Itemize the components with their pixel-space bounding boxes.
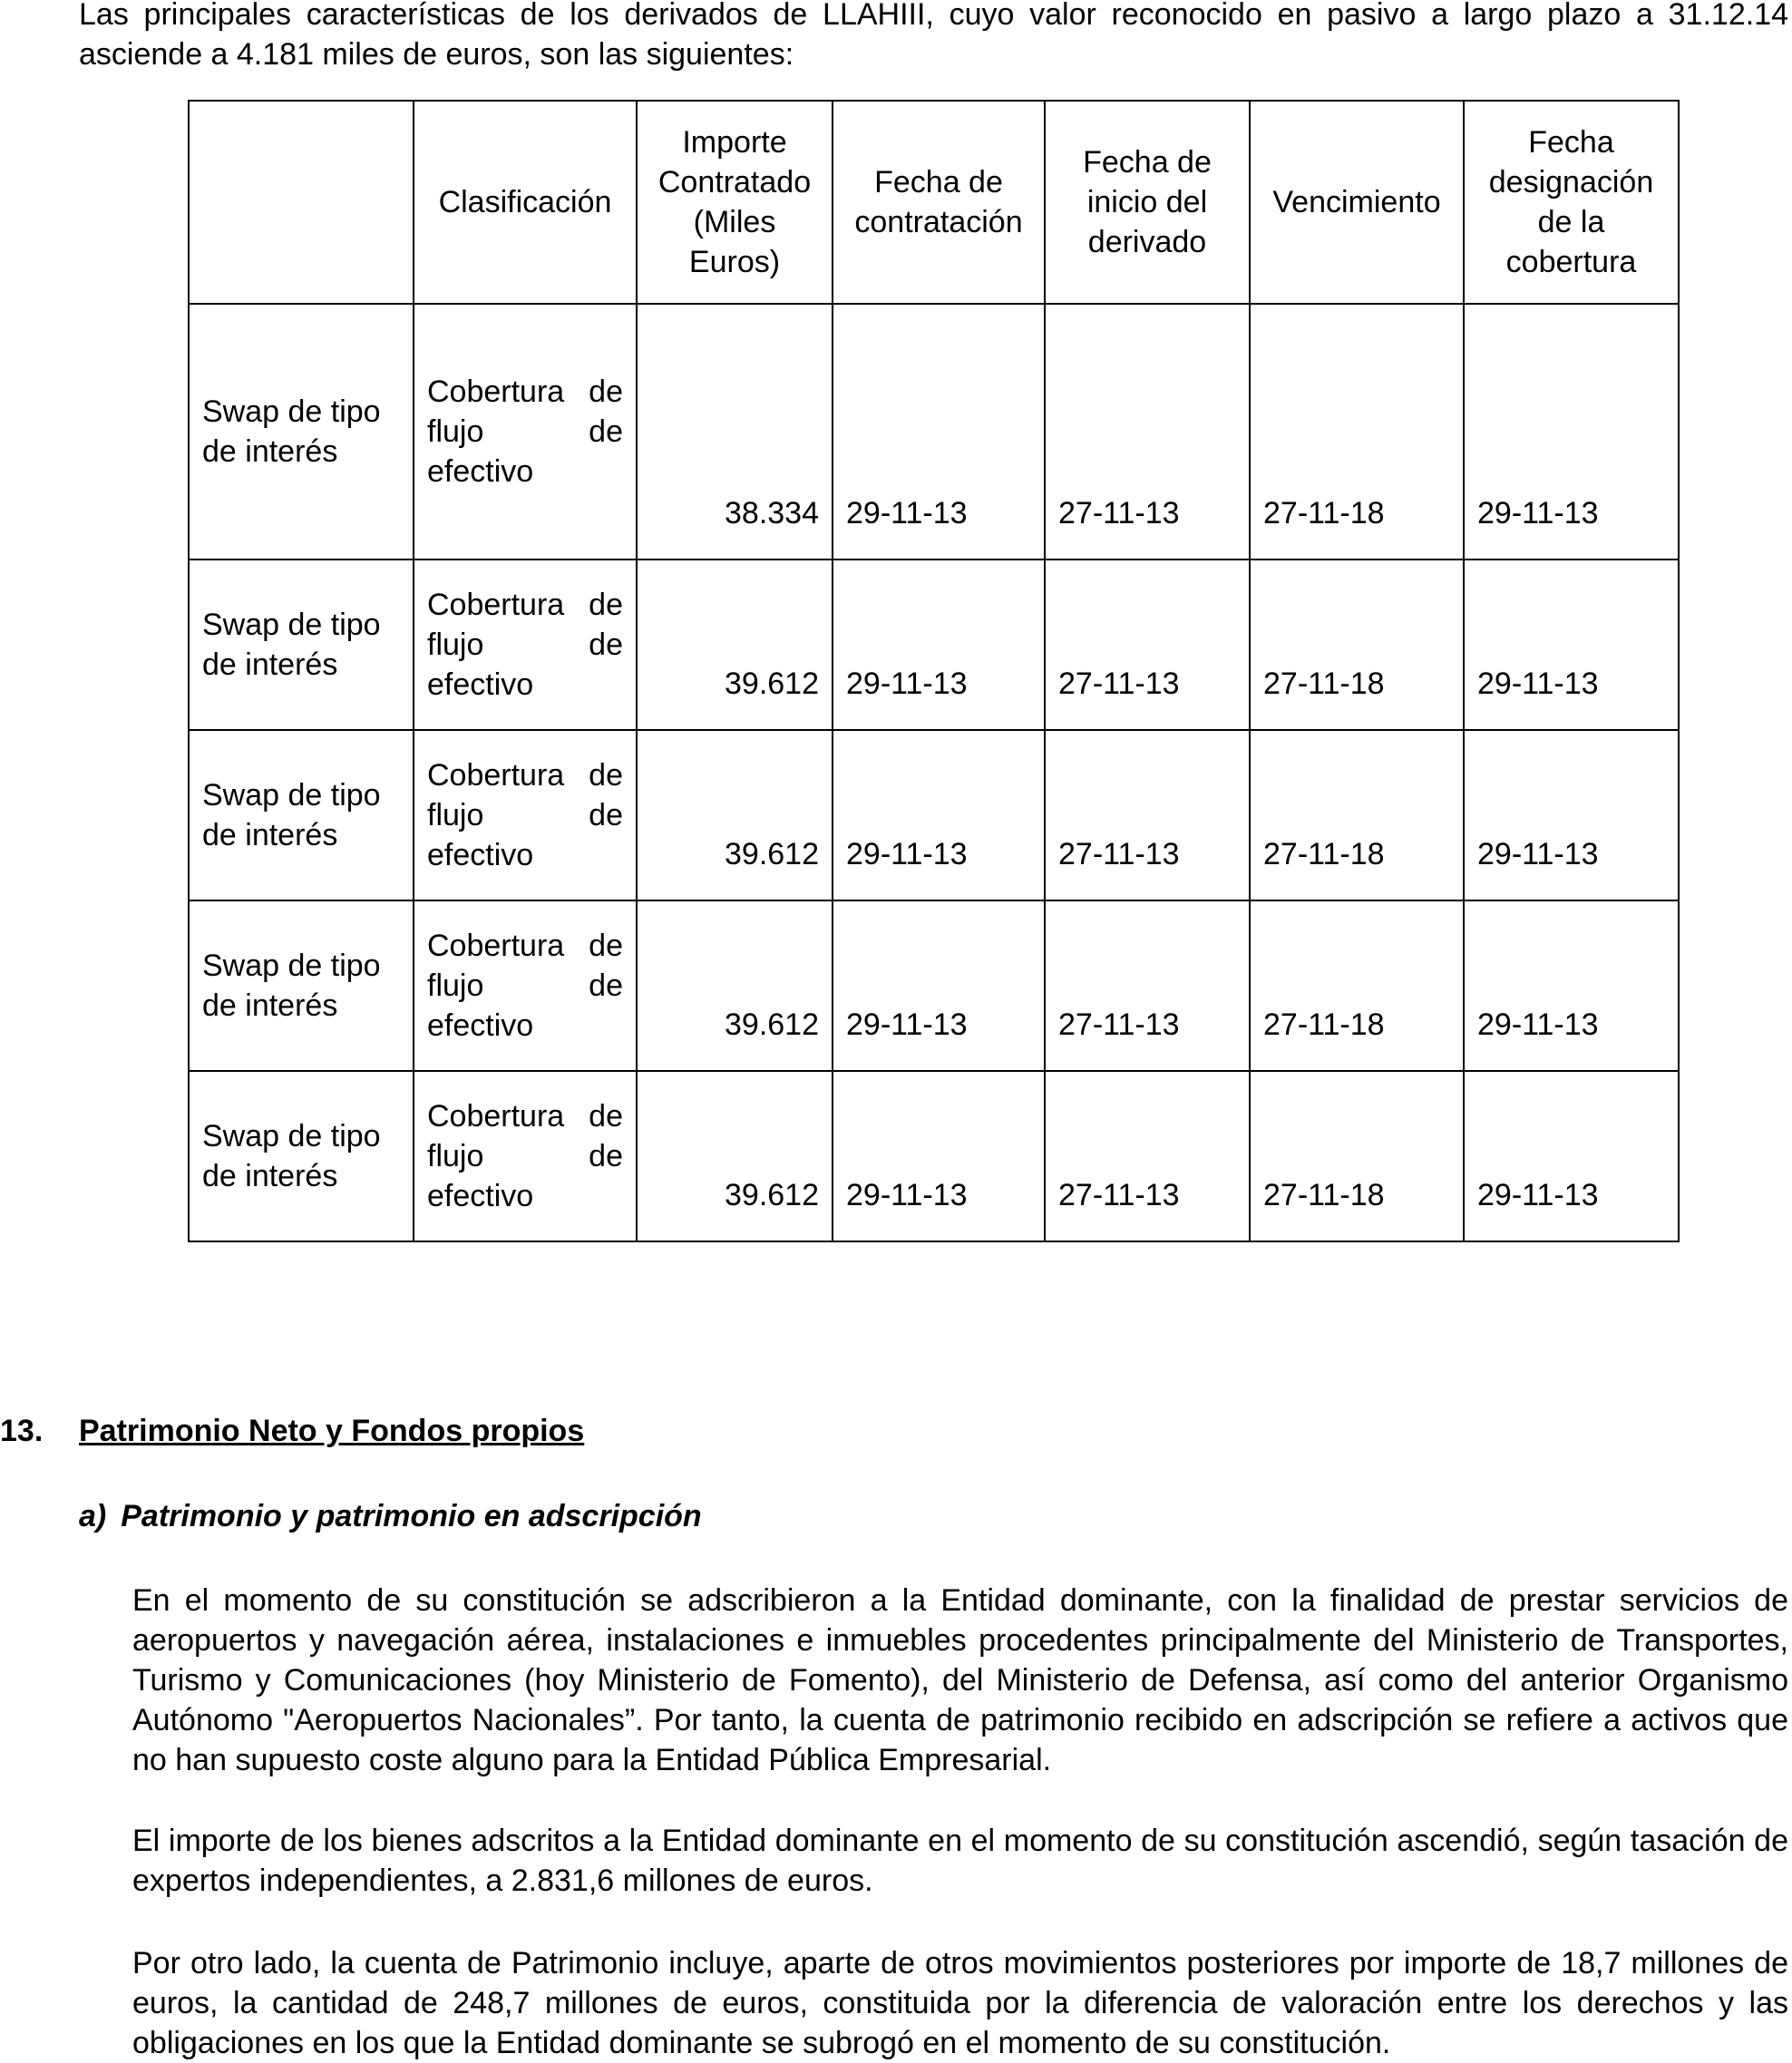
cell-fecha-designacion: 29-11-13 (1464, 560, 1679, 730)
cell-fecha-designacion: 29-11-13 (1464, 730, 1679, 900)
section-title: Patrimonio Neto y Fondos propios (79, 1414, 585, 1448)
header-clasificacion: Clasificación (414, 101, 637, 304)
cell-fecha-inicio: 27-11-13 (1045, 304, 1250, 560)
cell-clasificacion: Cobertura de flujo de efectivo (414, 304, 637, 560)
section-number: 13. (0, 1414, 44, 1448)
cell-clasificacion: Cobertura de flujo de efectivo (414, 560, 637, 730)
intro-paragraph: Las principales características de los derivados de LLAHIII, cuyo valor reconocido en pasivo a largo plazo a 31.12.14 asciende a 4.181 miles de euros, son las siguientes: (79, 0, 1788, 72)
cell-tipo: Swap de tipo de interés (189, 1071, 414, 1241)
body-paragraph: Por otro lado, la cuenta de Patrimonio incluye, aparte de otros movimientos posteriores por importe de 18,7 millones de euros, la cantidad de 248,7 millones de euros, constituida por la diferencia de valoración entre los derechos y las obligaciones en los que la Entidad dominante se subrogó en el momento de su constitución. (132, 1946, 1788, 2060)
cell-fecha-contratacion: 29-11-13 (833, 1071, 1045, 1241)
cell-importe: 39.612 (637, 1071, 833, 1241)
cell-vencimiento: 27-11-18 (1250, 304, 1464, 560)
cell-vencimiento: 27-11-18 (1250, 730, 1464, 900)
cell-vencimiento: 27-11-18 (1250, 560, 1464, 730)
header-empty (189, 101, 414, 304)
cell-importe: 39.612 (637, 900, 833, 1071)
cell-fecha-designacion: 29-11-13 (1464, 1071, 1679, 1241)
table-row (189, 560, 1679, 730)
cell-tipo: Swap de tipo de interés (189, 730, 414, 900)
table-row (189, 730, 1679, 900)
header-fecha-inicio: Fecha de inicio del derivado (1045, 101, 1250, 304)
cell-tipo: Swap de tipo de interés (189, 560, 414, 730)
cell-importe: 39.612 (637, 730, 833, 900)
cell-fecha-contratacion: 29-11-13 (833, 730, 1045, 900)
cell-vencimiento: 27-11-18 (1250, 900, 1464, 1071)
cell-vencimiento: 27-11-18 (1250, 1071, 1464, 1241)
derivatives-table (188, 100, 1680, 1242)
header-fecha-contratacion: Fecha de contratación (833, 101, 1045, 304)
cell-importe: 39.612 (637, 560, 833, 730)
header-importe: Importe Contratado (Miles Euros) (637, 101, 833, 304)
cell-fecha-inicio: 27-11-13 (1045, 1071, 1250, 1241)
cell-fecha-contratacion: 29-11-13 (833, 900, 1045, 1071)
cell-importe: 38.334 (637, 304, 833, 560)
cell-fecha-contratacion: 29-11-13 (833, 304, 1045, 560)
cell-tipo: Swap de tipo de interés (189, 900, 414, 1071)
cell-fecha-inicio: 27-11-13 (1045, 730, 1250, 900)
table-row (189, 1071, 1679, 1241)
cell-fecha-designacion: 29-11-13 (1464, 900, 1679, 1071)
table-row (189, 900, 1679, 1071)
cell-fecha-contratacion: 29-11-13 (833, 560, 1045, 730)
cell-clasificacion: Cobertura de flujo de efectivo (414, 1071, 637, 1241)
body-paragraph: El importe de los bienes adscritos a la Entidad dominante en el momento de su constitución ascendió, según tasación de expertos independientes, a 2.831,6 millones de euros. (132, 1824, 1788, 1898)
cell-fecha-inicio: 27-11-13 (1045, 560, 1250, 730)
cell-fecha-designacion: 29-11-13 (1464, 304, 1679, 560)
subsection-label: a) (79, 1499, 107, 1533)
subsection-title: Patrimonio y patrimonio en adscripción (121, 1499, 702, 1533)
cell-clasificacion: Cobertura de flujo de efectivo (414, 900, 637, 1071)
subsection-heading (79, 1496, 702, 1536)
body-paragraph: En el momento de su constitución se adscribieron a la Entidad dominante, con la finalidad de prestar servicios de aeropuertos y navegación aérea, instalaciones e inmuebles procedentes principalmente del Ministerio de Transportes, Turismo y Comunicaciones (hoy Ministerio de Fomento), del Ministerio de Defensa, así como del anterior Organismo Autónomo "Aeropuertos Nacionales”. Por tanto, la cuenta de patrimonio recibido en adscripción se refiere a activos que no han supuesto coste alguno para la Entidad Pública Empresarial. (132, 1583, 1788, 1777)
cell-tipo: Swap de tipo de interés (189, 304, 414, 560)
header-fecha-designacion: Fecha designación de la cobertura (1464, 101, 1679, 304)
cell-clasificacion: Cobertura de flujo de efectivo (414, 730, 637, 900)
cell-fecha-inicio: 27-11-13 (1045, 900, 1250, 1071)
header-vencimiento: Vencimiento (1250, 101, 1464, 304)
table-row (189, 304, 1679, 560)
table-header-row (189, 101, 1679, 304)
